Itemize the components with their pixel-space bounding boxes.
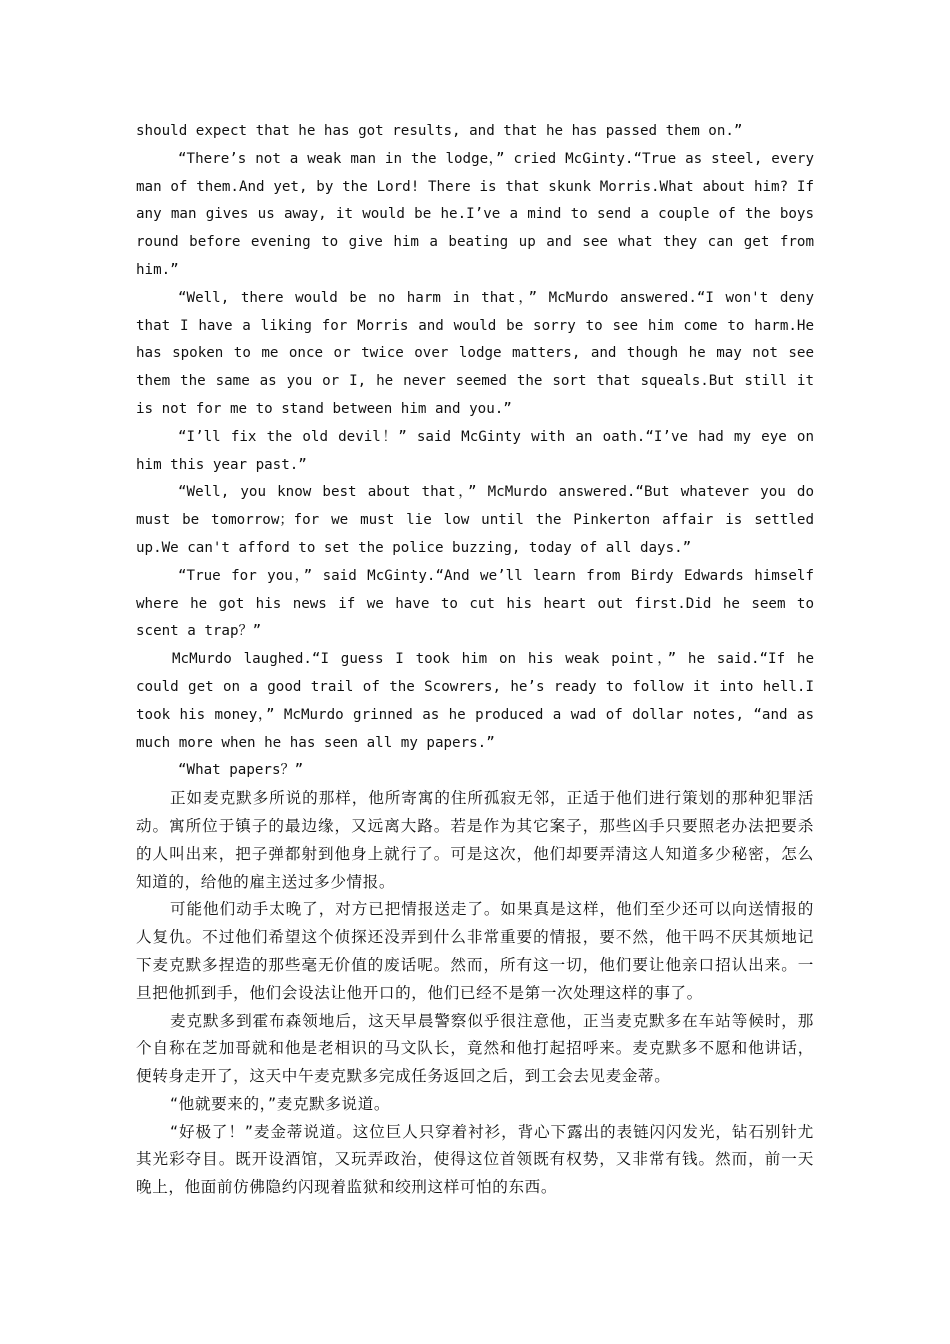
paragraph-en-2: “There’s not a weak man in the lodge，” cried McGinty.“True as steel, every man of them.And yet, by the Lord! There is that skunk Morris.What about him? If any man gives us away, it would be he.I’ve a mind to send a couple of the boys round before evening to give him a beating up and see what they can get from him.” [136, 150, 814, 278]
paragraph-zh-5: “好极了！”麦金蒂说道。这位巨人只穿着衬衫，背心下露出的表链闪闪发光，钻石别针尤其光彩夺目。既开设酒馆，又玩弄政治，使得这位首领既有权势，又非常有钱。然而，前一天晚上，他面前仿佛隐约闪现着监狱和绞刑这样可怕的东西。 [136, 1122, 814, 1197]
paragraph-en-6: “True for you，” said McGinty.“And we’ll learn from Birdy Edwards himself where he got his news if we have to cut his heart out first.Did he seem to scent a trap？” [136, 567, 814, 640]
paragraph-en-3: “Well, there would be no harm in that，” McMurdo answered.“I won't deny that I have a liking for Morris and would be sorry to see him come to harm.He has spoken to me once or twice over lodge matters, and though he may not see them the same as you or I, he never seemed the sort that squeals.But still it is not for me to stand between him and you.” [136, 289, 814, 417]
paragraph-zh-1: 正如麦克默多所说的那样，他所寄寓的住所孤寂无邻，正适于他们进行策划的那种犯罪活动。寓所位于镇子的最边缘，又远离大路。若是作为其它案子，那些凶手只要照老办法把要杀的人叫出来，把子弹都射到他身上就行了。可是这次，他们却要弄清这人知道多少秘密，怎么知道的，给他的雇主送过多少情报。 [136, 789, 814, 891]
paragraph-en-5: “Well, you know best about that，” McMurdo answered.“But whatever you do must be tomorrow；for we must lie low until the Pinkerton affair is settled up.We can't afford to set the police buzzing, today of all days.” [136, 484, 814, 556]
paragraph-en-1: should expect that he has got results, and that he has passed them on.” [136, 123, 743, 139]
paragraph-en-7: McMurdo laughed.“I guess I took him on his weak point，” he said.“If he could get on a good trail of the Scowrers, he’s ready to follow it into hell.I took his money，” McMurdo grinned as he produced a wad of dollar notes, “and as much more when he has seen all my papers.” [136, 651, 814, 751]
paragraph-en-4: “I’ll fix the old devil！” said McGinty with an oath.“I’ve had my eye on him this year past.” [136, 428, 814, 473]
paragraph-zh-2: 可能他们动手太晚了，对方已把情报送走了。如果真是这样，他们至少还可以向送情报的人复仇。不过他们希望这个侦探还没弄到什么非常重要的情报，要不然，他干吗不厌其烦地记下麦克默多捏造的那些毫无价值的废话呢。然而，所有这一切，他们要让他亲口招认出来。一旦把他抓到手，他们会设法让他开口的，他们已经不是第一次处理这样的事了。 [136, 900, 814, 1002]
paragraph-en-8: “What papers？” [178, 762, 304, 779]
paragraph-zh-3: 麦克默多到霍布森领地后，这天早晨警察似乎很注意他，正当麦克默多在车站等候时，那个自称在芝加哥就和他是老相识的马文队长，竟然和他打起招呼来。麦克默多不愿和他讲话，便转身走开了，这天中午麦克默多完成任务返回之后，到工会去见麦金蒂。 [136, 1011, 814, 1086]
document-page [136, 118, 814, 1202]
paragraph-zh-4: “他就要来的，”麦克默多说道。 [170, 1094, 391, 1113]
